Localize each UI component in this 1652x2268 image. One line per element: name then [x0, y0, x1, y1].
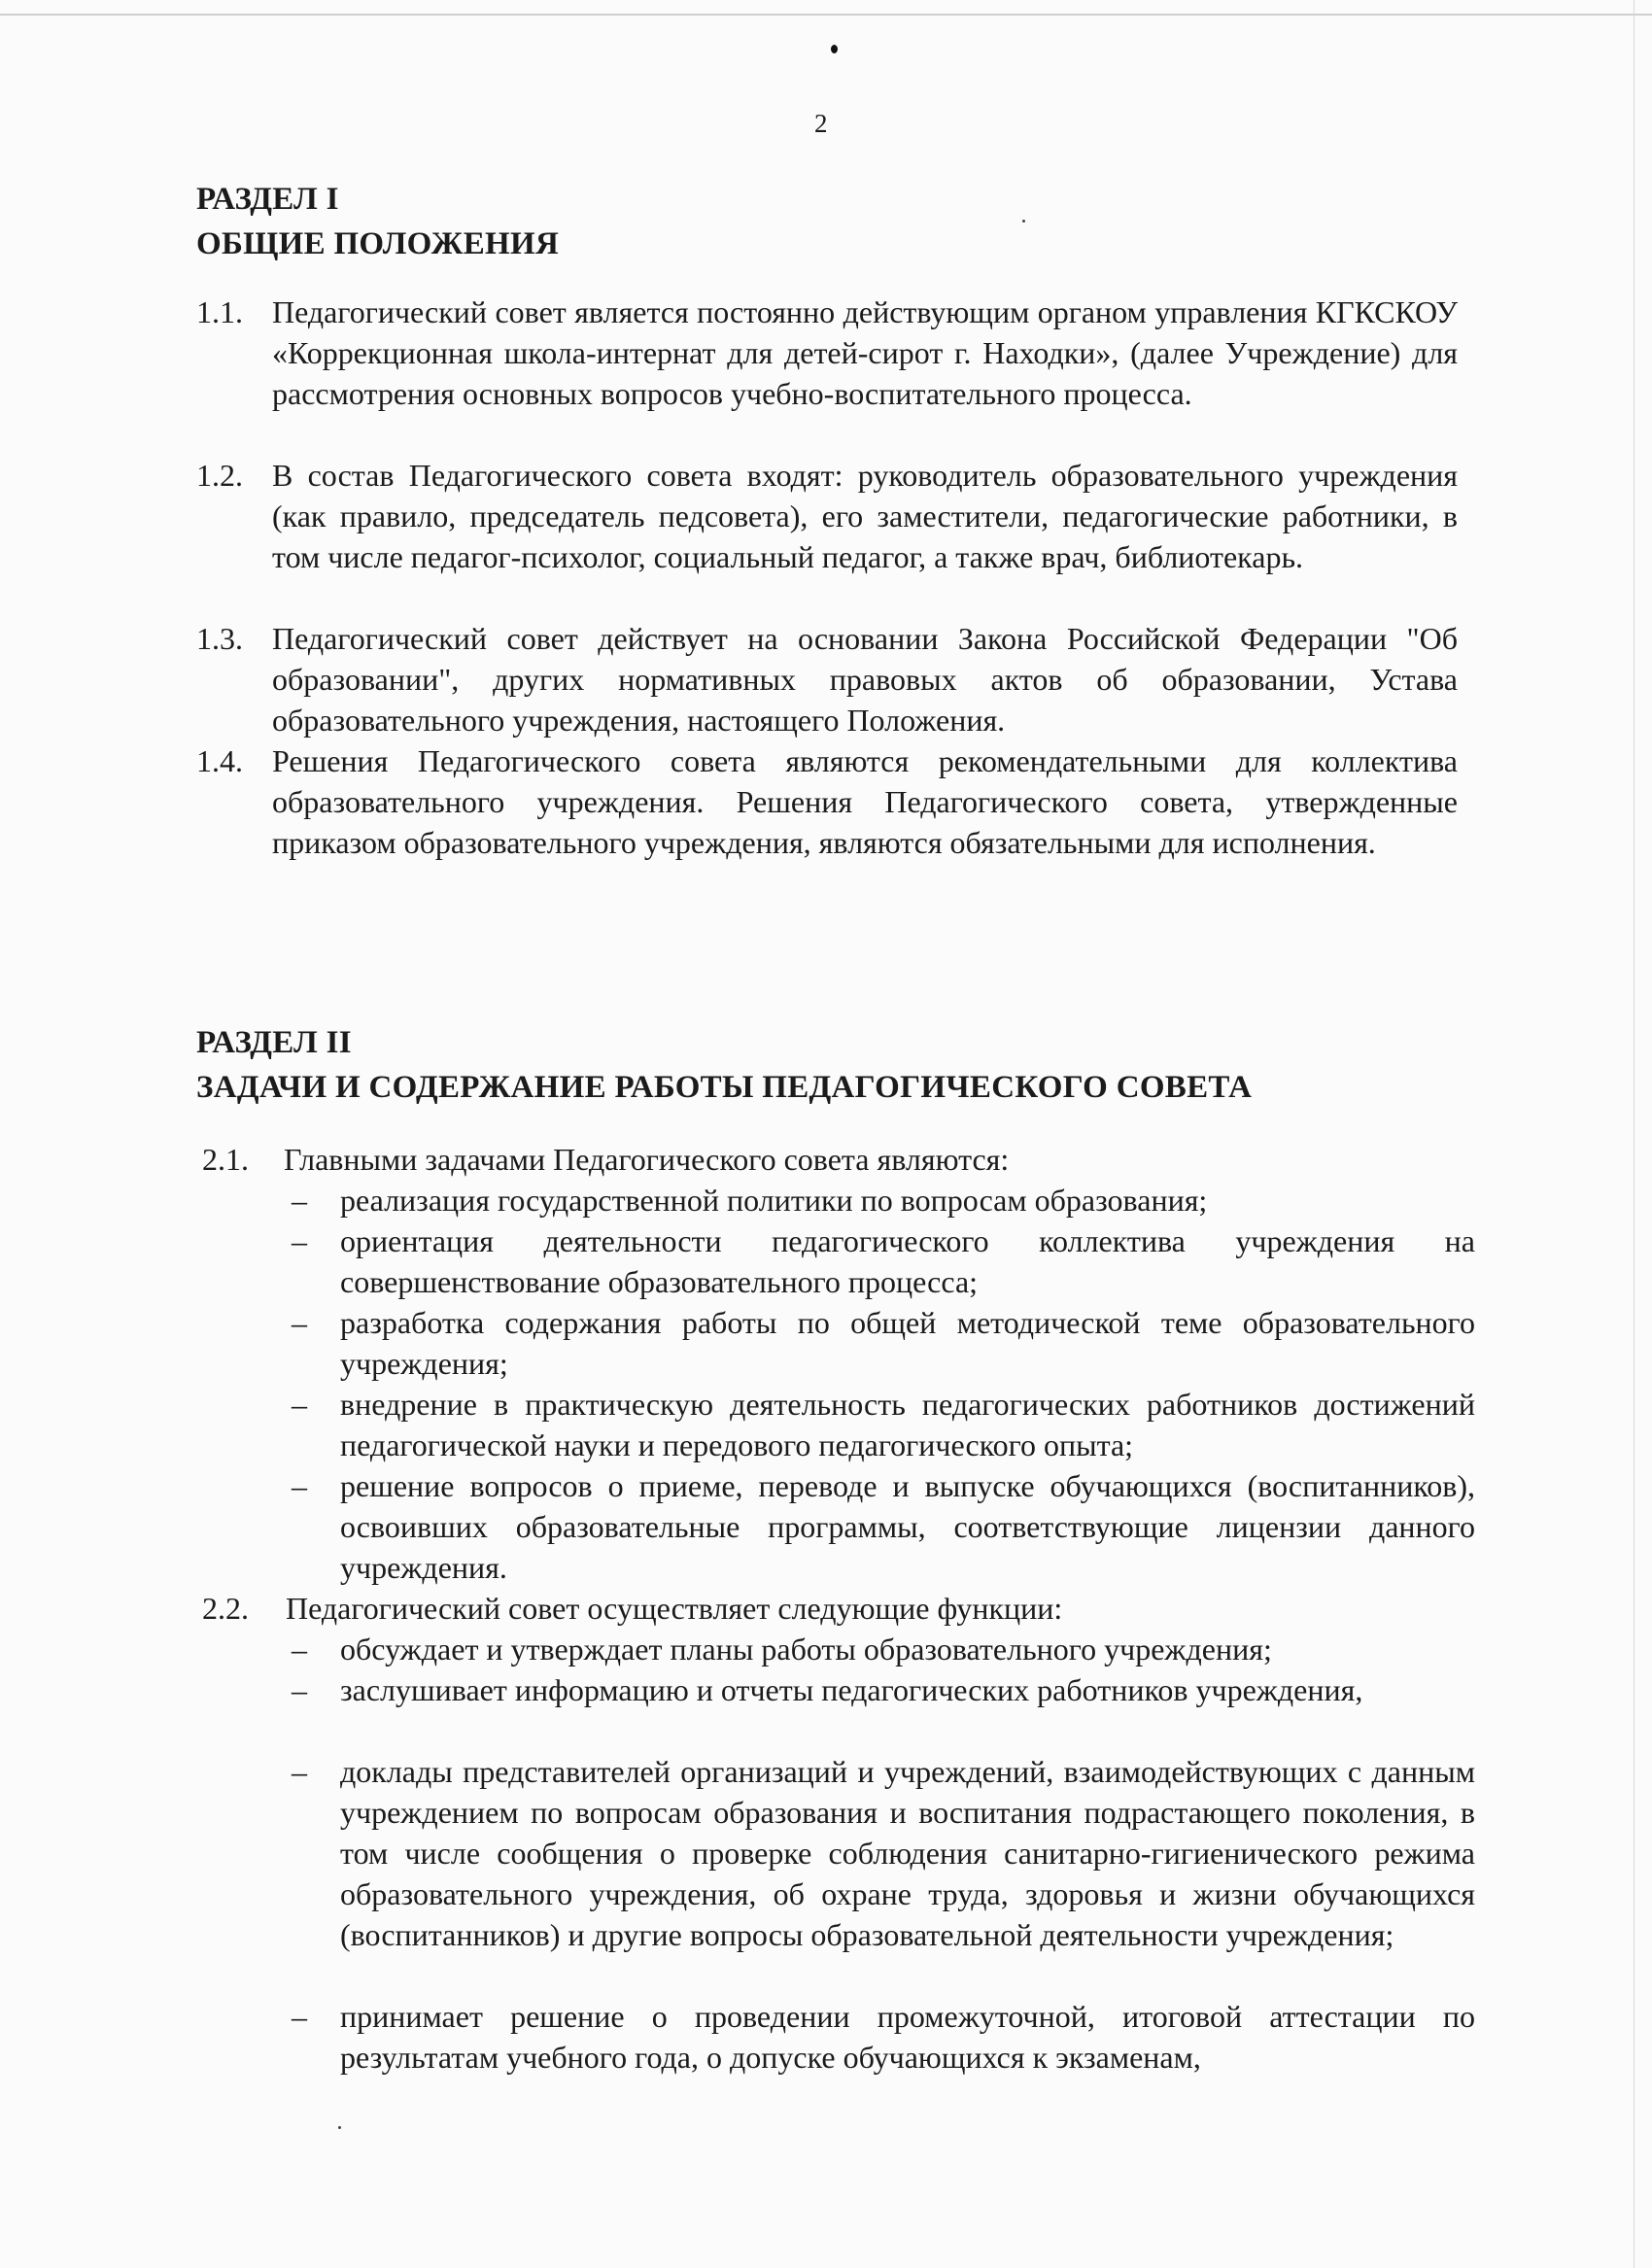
scan-edge-top — [0, 14, 1652, 16]
clause-number: 2.2. — [202, 1591, 249, 1626]
dash-marker: – — [292, 1999, 307, 2034]
clause-number: 2.1. — [202, 1142, 249, 1177]
clause-text: Педагогический совет является постоянно действующим органом управления КГКСКОУ «Коррекционная школа-интернат для детей-сирот г. Находки», (далее Учреждение) для рассмотрения основных вопросов учебно-воспитательного процесса. — [272, 294, 1458, 411]
section-1-title: РАЗДЕЛ I — [196, 182, 339, 217]
list-item-text: внедрение в практическую деятельность педагогических работников достижений педагогической науки и передового педагогического опыта; — [340, 1387, 1475, 1462]
section-2-heading — [196, 1020, 1252, 1110]
dash-marker: – — [292, 1223, 307, 1258]
clause-2-2 — [202, 1588, 1456, 1629]
scan-mark — [831, 45, 838, 53]
section-1-heading — [196, 177, 559, 266]
clause-number: 1.3. — [196, 621, 243, 656]
clause-2-1 — [202, 1139, 1456, 1180]
section-1-subtitle: ОБЩИЕ ПОЛОЖЕНИЯ — [196, 226, 560, 261]
list-item-text: разработка содержания работы по общей методической теме образовательного учреждения; — [340, 1305, 1475, 1381]
clause-text: Главными задачами Педагогического совета являются: — [284, 1142, 1010, 1177]
section-2-title: РАЗДЕЛ II — [196, 1025, 352, 1060]
scan-speck — [338, 2126, 341, 2129]
clause-text: В состав Педагогического совета входят: руководитель образовательного учреждения (как правило, председатель педсовета), его заместители, педагогические работники, в том числе педагог-психолог, социальный педагог, а также врач, библиотекарь. — [272, 458, 1458, 574]
page-number: 2 — [814, 109, 828, 138]
clause-1-4 — [196, 740, 1460, 904]
dash-marker: – — [292, 1672, 307, 1707]
scan-speck — [1022, 220, 1025, 223]
clause-number: 1.4. — [196, 743, 243, 778]
list-item-text: заслушивает информацию и отчеты педагогических работников учреждения, — [340, 1672, 1363, 1707]
list-item-text: доклады представителей организаций и учреждений, взаимодействующих с данным учреждением по вопросам образования и воспитания подрастающего поколения, в том числе сообщения о проверке соблюдения санитарно-гигиенического режима образовательного учреждения, об охране труда, здоровья и жизни обучающихся (воспитанников) и другие вопросы образовательной деятельности учреждения; — [340, 1754, 1475, 1952]
section-2-subtitle: ЗАДАЧИ И СОДЕРЖАНИЕ РАБОТЫ ПЕДАГОГИЧЕСКОГО СОВЕТА — [196, 1070, 1253, 1105]
dash-marker: – — [292, 1754, 307, 1789]
list-item-text: обсуждает и утверждает планы работы образовательного учреждения; — [340, 1632, 1272, 1667]
clause-text: Решения Педагогического совета являются рекомендательными для коллектива образовательного учреждения. Решения Педагогического совета, утвержденные приказом образовательного учреждения, являются обязательными для исполнения. — [272, 743, 1458, 860]
dash-marker: – — [292, 1183, 307, 1218]
list-item-text: решение вопросов о приеме, переводе и выпуске обучающихся (воспитанников), освоивших образовательные программы, соответствующие лицензии данного учреждения. — [340, 1468, 1475, 1585]
clause-1-2 — [196, 455, 1460, 618]
list-item-text: реализация государственной политики по вопросам образования; — [340, 1183, 1208, 1218]
dash-marker: – — [292, 1305, 307, 1340]
list-item-text: ориентация деятельности педагогического коллектива учреждения на совершенствование образовательного процесса; — [340, 1223, 1475, 1299]
dash-marker: – — [292, 1632, 307, 1667]
clause-text: Педагогический совет осуществляет следующие функции: — [286, 1591, 1063, 1626]
dash-marker: – — [292, 1468, 307, 1503]
dash-marker: – — [292, 1387, 307, 1422]
clause-number: 1.2. — [196, 458, 243, 493]
clause-1-3 — [196, 618, 1460, 740]
clause-number: 1.1. — [196, 294, 243, 329]
scan-edge-right — [1634, 0, 1635, 2268]
list-item-text: принимает решение о проведении промежуточной, итоговой аттестации по результатам учебного года, о допуске обучающихся к экзаменам, — [340, 1999, 1475, 2075]
clause-text: Педагогический совет действует на основании Закона Российской Федерации "Об образовании", других нормативных правовых актов об образовании, Устава образовательного учреждения, настоящего Положения. — [272, 621, 1458, 738]
clause-1-1 — [196, 292, 1460, 455]
